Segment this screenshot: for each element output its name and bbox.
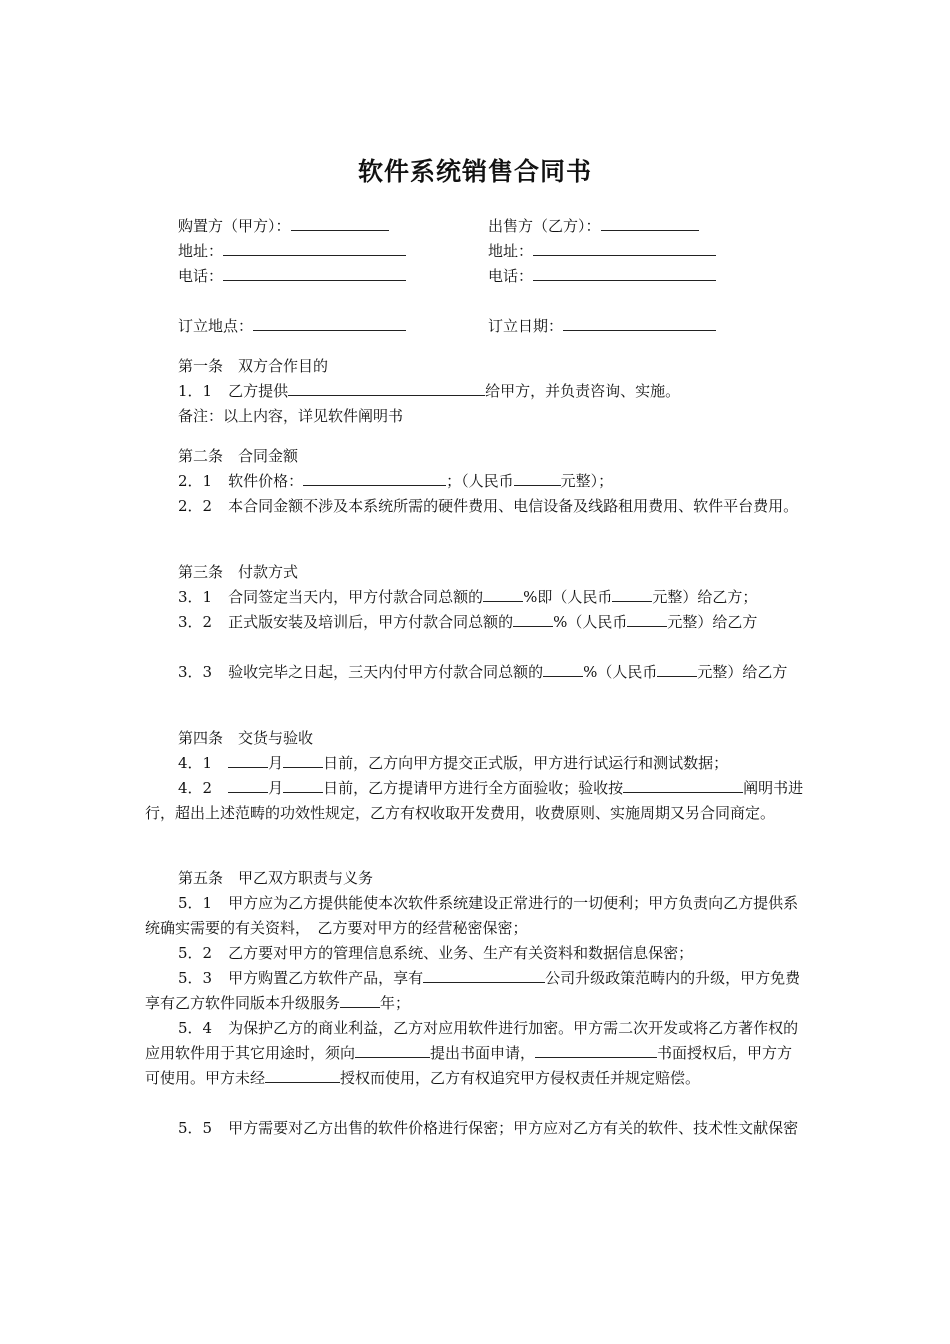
clause-text: 验收完毕之日起，三天内付甲方付款合同总额的	[228, 663, 544, 681]
clause-text: 元整）；	[560, 472, 614, 490]
clause-text: 日前，乙方向甲方提交正式版，甲方进行试运行和测试数据；	[323, 754, 729, 772]
clause-text: 本合同金额不涉及本系统所需的硬件费用、电信设备及线路租用费用、软件平台费用。	[228, 497, 799, 515]
seller-label: 出售方（乙方）：	[488, 217, 601, 235]
clause-text: %（人民币	[583, 663, 658, 681]
clause-number: 5．5	[178, 1119, 213, 1137]
clause-text: 阐明书进行，超出上述范畴的功效性规定，乙方有权收取开发费用，收费原则、实施周期又另合同商定。	[145, 779, 804, 822]
clause-text: 授权而使用，乙方有权追究甲方侵权责任并规定赔偿。	[340, 1069, 701, 1087]
clause-number: 4．2	[178, 779, 213, 797]
clause-text: 元整）给乙方	[697, 663, 788, 681]
clause-4-1	[178, 751, 728, 776]
blank-field	[513, 610, 553, 627]
signing-date-label: 订立日期：	[488, 317, 564, 335]
blank-field	[355, 1041, 430, 1058]
buyer-blank	[291, 214, 389, 231]
signing-place-blank	[253, 314, 406, 331]
clause-number: 4．1	[178, 754, 213, 772]
blank-field	[514, 469, 561, 486]
blank-field	[627, 610, 667, 627]
clause-text: 软件价格：	[228, 472, 304, 490]
clause-5-2	[145, 941, 807, 966]
seller-line	[488, 214, 699, 239]
clause-5-5	[145, 1116, 807, 1141]
clause-number: 5．1	[178, 894, 213, 912]
buyer-line	[178, 214, 389, 239]
buyer-phone-blank	[223, 264, 406, 281]
clause-text: 甲方需要对乙方出售的软件价格进行保密；甲方应对乙方有关的软件、技术性文献保密	[228, 1119, 799, 1137]
seller-phone-line	[488, 264, 716, 289]
clause-text: 给甲方，并负责咨询、实施。	[485, 382, 681, 400]
article-3-heading: 第三条 付款方式	[178, 563, 299, 581]
clause-2-1	[178, 469, 613, 494]
blank-field	[303, 469, 446, 486]
clause-3-1	[178, 585, 757, 610]
blank-field	[265, 1066, 340, 1083]
clause-text: 甲方应为乙方提供能使本次软件系统建设正常进行的一切便利；甲方负责向乙方提供系统确实需要的有关资料， 乙方要对甲方的经营秘密保密；	[145, 894, 799, 937]
buyer-phone-label: 电话：	[178, 267, 224, 285]
blank-field	[483, 585, 523, 602]
buyer-address-line	[178, 239, 406, 264]
clause-text: 元整）给乙方	[667, 613, 758, 631]
blank-field	[543, 660, 583, 677]
clause-number: 3．3	[178, 663, 213, 681]
signing-date-line	[488, 314, 716, 339]
article-2-heading: 第二条 合同金额	[178, 447, 299, 465]
clause-text: 甲方购置乙方软件产品，享有	[228, 969, 424, 987]
clause-text: 月	[268, 754, 284, 772]
blank-field	[228, 751, 268, 768]
clause-text: 提出书面申请，	[430, 1044, 536, 1062]
blank-field	[423, 966, 545, 983]
signing-place-line	[178, 314, 406, 339]
clause-number: 3．1	[178, 588, 213, 606]
clause-text: 乙方要对甲方的管理信息系统、业务、生产有关资料和数据信息保密；	[228, 944, 694, 962]
signing-date-blank	[563, 314, 716, 331]
clause-text: 年；	[380, 994, 411, 1012]
blank-field	[340, 991, 380, 1008]
clause-text: 公司升级政策范畴内的升级，甲方免费享有乙方软件同版本升级服务	[145, 969, 801, 1012]
seller-phone-label: 电话：	[488, 267, 534, 285]
blank-field	[283, 751, 323, 768]
seller-address-line	[488, 239, 716, 264]
clause-number: 5．4	[178, 1019, 213, 1037]
clause-text: 书面授权后，甲方方可使用。甲方未经	[145, 1044, 793, 1087]
buyer-phone-line	[178, 264, 406, 289]
document-title: 软件系统销售合同书	[357, 157, 592, 186]
article-5-heading: 第五条 甲乙双方职责与义务	[178, 869, 374, 887]
seller-address-blank	[533, 239, 716, 256]
clause-number: 1．1	[178, 382, 213, 400]
blank-field	[612, 585, 652, 602]
clause-3-3	[145, 660, 807, 685]
buyer-address-label: 地址：	[178, 242, 224, 260]
clause-5-4	[145, 1016, 807, 1091]
blank-field	[283, 776, 323, 793]
seller-phone-blank	[533, 264, 716, 281]
blank-field	[657, 660, 697, 677]
clause-text: %（人民币	[553, 613, 628, 631]
clause-text: 月	[268, 779, 284, 797]
clause-text: 日前，乙方提请甲方进行全方面验收；验收按	[323, 779, 624, 797]
seller-address-label: 地址：	[488, 242, 534, 260]
article-1-heading: 第一条 双方合作目的	[178, 357, 329, 375]
seller-blank	[601, 214, 699, 231]
clause-4-2	[145, 776, 807, 826]
clause-text: ；（人民币	[446, 472, 514, 490]
clause-text: %即（人民币	[523, 588, 613, 606]
clause-1-1	[178, 379, 680, 404]
article-4-heading: 第四条 交货与验收	[178, 729, 314, 747]
clause-text: 合同签定当天内，甲方付款合同总额的	[228, 588, 484, 606]
clause-5-3	[145, 966, 807, 1016]
clause-number: 2．1	[178, 472, 213, 490]
clause-number: 2．2	[178, 497, 213, 515]
clause-5-1	[145, 891, 807, 941]
blank-field	[288, 379, 485, 396]
buyer-address-blank	[223, 239, 406, 256]
clause-text: 乙方提供	[228, 382, 289, 400]
clause-text: 元整）给乙方；	[652, 588, 758, 606]
note: 备注：以上内容，详见软件阐明书	[178, 407, 404, 425]
buyer-label: 购置方（甲方）：	[178, 217, 291, 235]
clause-text: 为保护乙方的商业利益，乙方对应用软件进行加密。甲方需二次开发或将乙方著作权的应用软件用于其它用途时，须向	[145, 1019, 799, 1062]
blank-field	[535, 1041, 657, 1058]
clause-3-2	[145, 610, 807, 635]
clause-text: 正式版安装及培训后，甲方付款合同总额的	[228, 613, 514, 631]
blank-field	[228, 776, 268, 793]
signing-place-label: 订立地点：	[178, 317, 254, 335]
clause-2-2	[145, 494, 807, 519]
clause-number: 5．3	[178, 969, 213, 987]
clause-number: 5．2	[178, 944, 213, 962]
clause-number: 3．2	[178, 613, 213, 631]
blank-field	[623, 776, 743, 793]
